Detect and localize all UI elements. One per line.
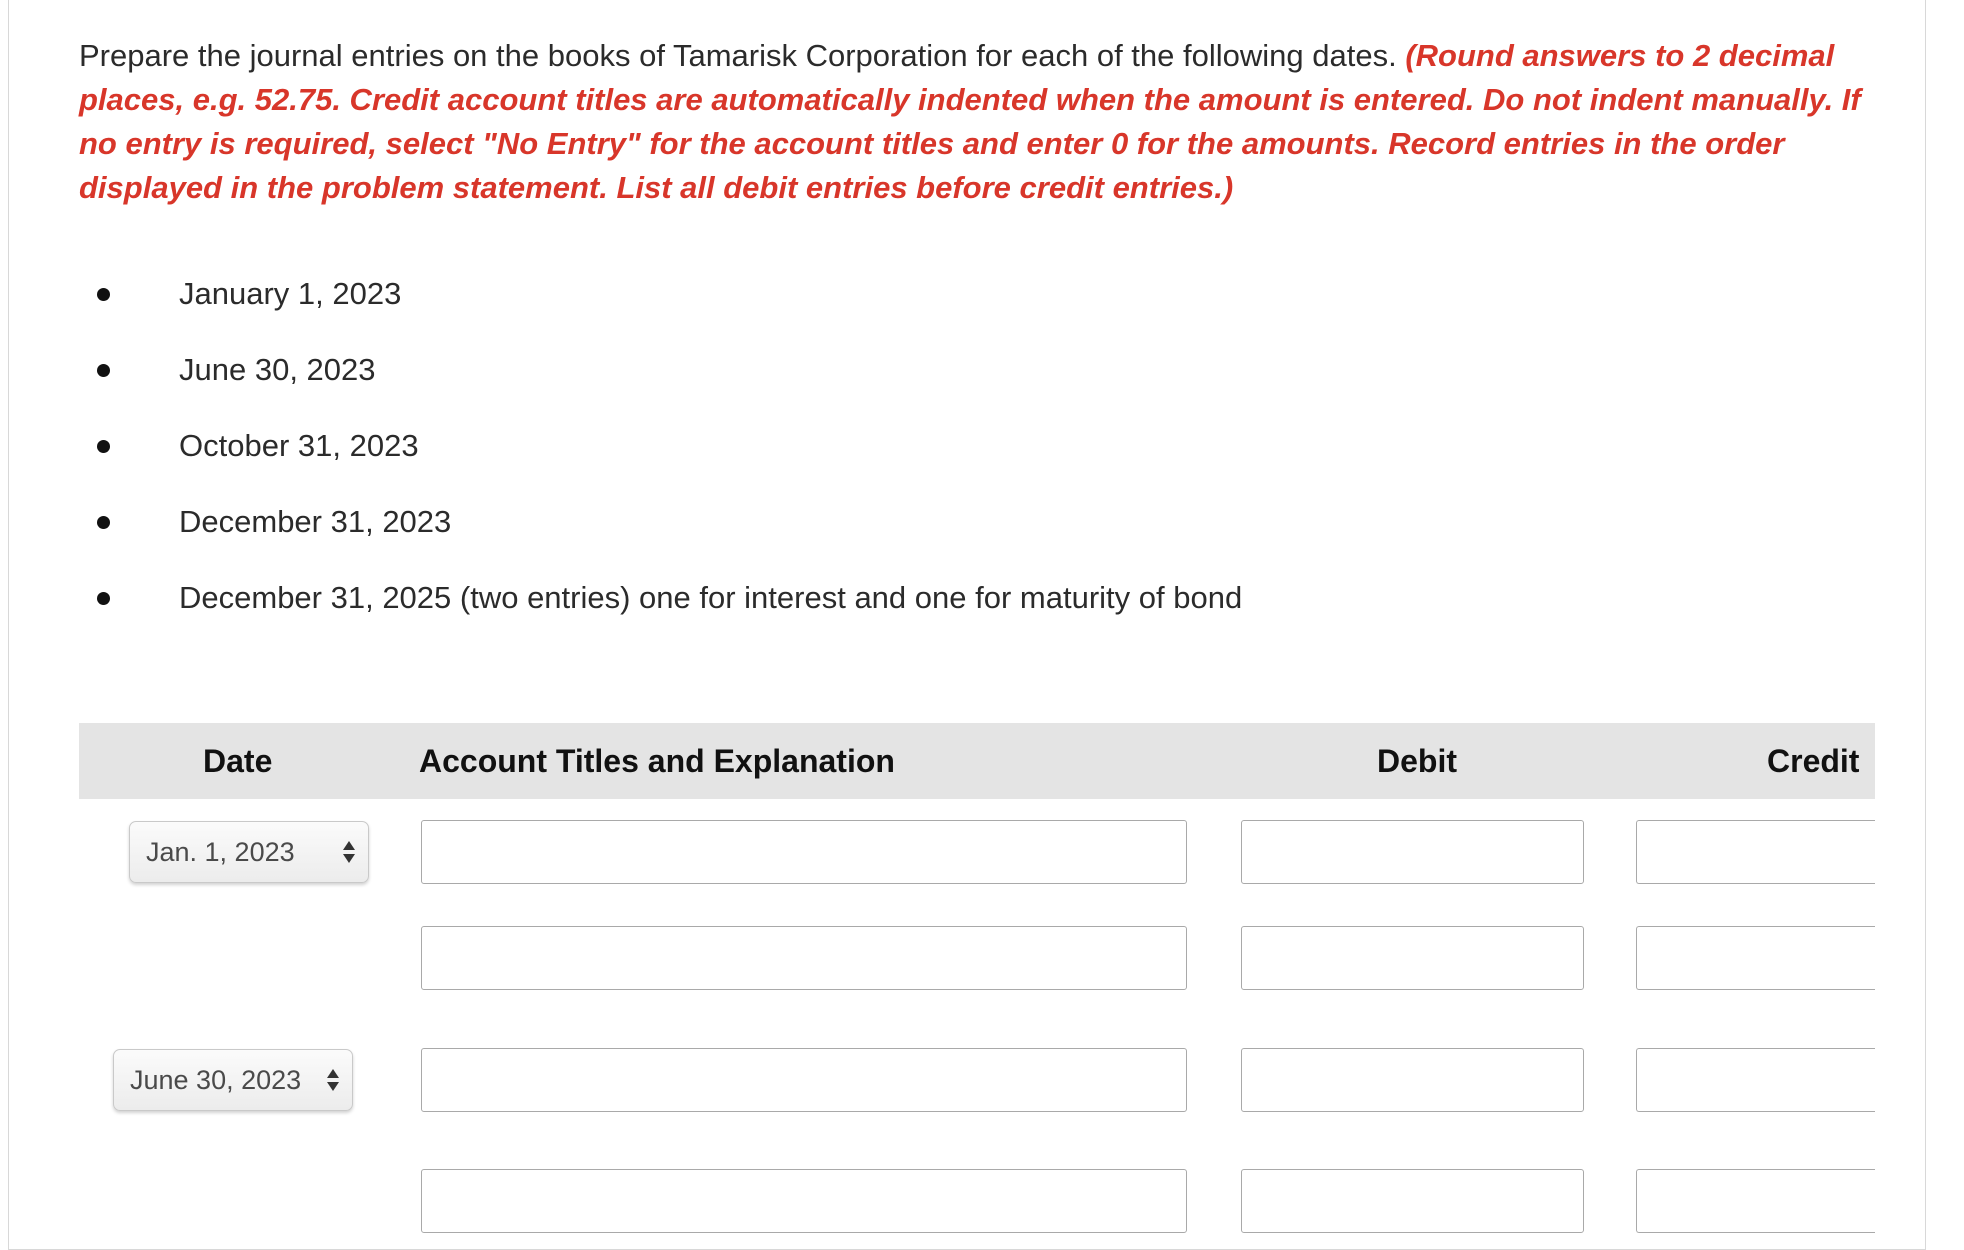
- bullet-icon: [97, 288, 110, 301]
- instructions: [79, 34, 1879, 210]
- instructions-note: (Round answers to 2 decimal places, e.g. 52.75. Credit account titles are automatically indented when the amount is entered. Do not indent manually. If no entry is required, select "No Entry" for the account titles and enter 0 for the amounts. Record entries in the order displayed in the problem statement. List all debit entries before credit entries.): [79, 38, 1861, 205]
- list-item-text: January 1, 2023: [179, 276, 402, 311]
- list-item-text: October 31, 2023: [179, 428, 419, 463]
- date-column-header: Date: [203, 743, 273, 779]
- credit-input[interactable]: [1636, 1169, 1875, 1233]
- journal-table-header: [79, 723, 1875, 799]
- debit-input[interactable]: [1241, 820, 1584, 884]
- bullet-icon: [97, 440, 110, 453]
- date-select-value: Jan. 1, 2023: [146, 837, 295, 867]
- credit-input[interactable]: [1636, 820, 1875, 884]
- account-title-input[interactable]: [421, 1048, 1187, 1112]
- bullet-icon: [97, 516, 110, 529]
- credit-column-header: Credit: [1767, 743, 1860, 779]
- debit-input[interactable]: [1241, 1169, 1584, 1233]
- list-item: [79, 490, 1242, 566]
- dates-list: [79, 262, 1242, 642]
- question-panel: [8, 0, 1926, 1250]
- select-arrows-icon: [326, 1066, 340, 1094]
- account-title-input[interactable]: [421, 926, 1187, 990]
- date-select[interactable]: [113, 1049, 353, 1111]
- account-title-input[interactable]: [421, 1169, 1187, 1233]
- account-column-header: Account Titles and Explanation: [419, 743, 895, 779]
- debit-input[interactable]: [1241, 1048, 1584, 1112]
- debit-input[interactable]: [1241, 926, 1584, 990]
- list-item: [79, 338, 1242, 414]
- instructions-prompt: Prepare the journal entries on the books of Tamarisk Corporation for each of the following dates.: [79, 38, 1397, 73]
- account-title-input[interactable]: [421, 820, 1187, 884]
- list-item-text: December 31, 2023: [179, 504, 452, 539]
- select-arrows-icon: [342, 838, 356, 866]
- bullet-icon: [97, 364, 110, 377]
- date-select[interactable]: [129, 821, 369, 883]
- bullet-icon: [97, 592, 110, 605]
- list-item: [79, 262, 1242, 338]
- debit-column-header: Debit: [1377, 743, 1457, 779]
- credit-input[interactable]: [1636, 926, 1875, 990]
- credit-input[interactable]: [1636, 1048, 1875, 1112]
- list-item: [79, 566, 1242, 642]
- date-select-value: June 30, 2023: [130, 1065, 302, 1095]
- list-item: [79, 414, 1242, 490]
- list-item-text: December 31, 2025 (two entries) one for interest and one for maturity of bond: [179, 580, 1243, 615]
- list-item-text: June 30, 2023: [179, 352, 376, 387]
